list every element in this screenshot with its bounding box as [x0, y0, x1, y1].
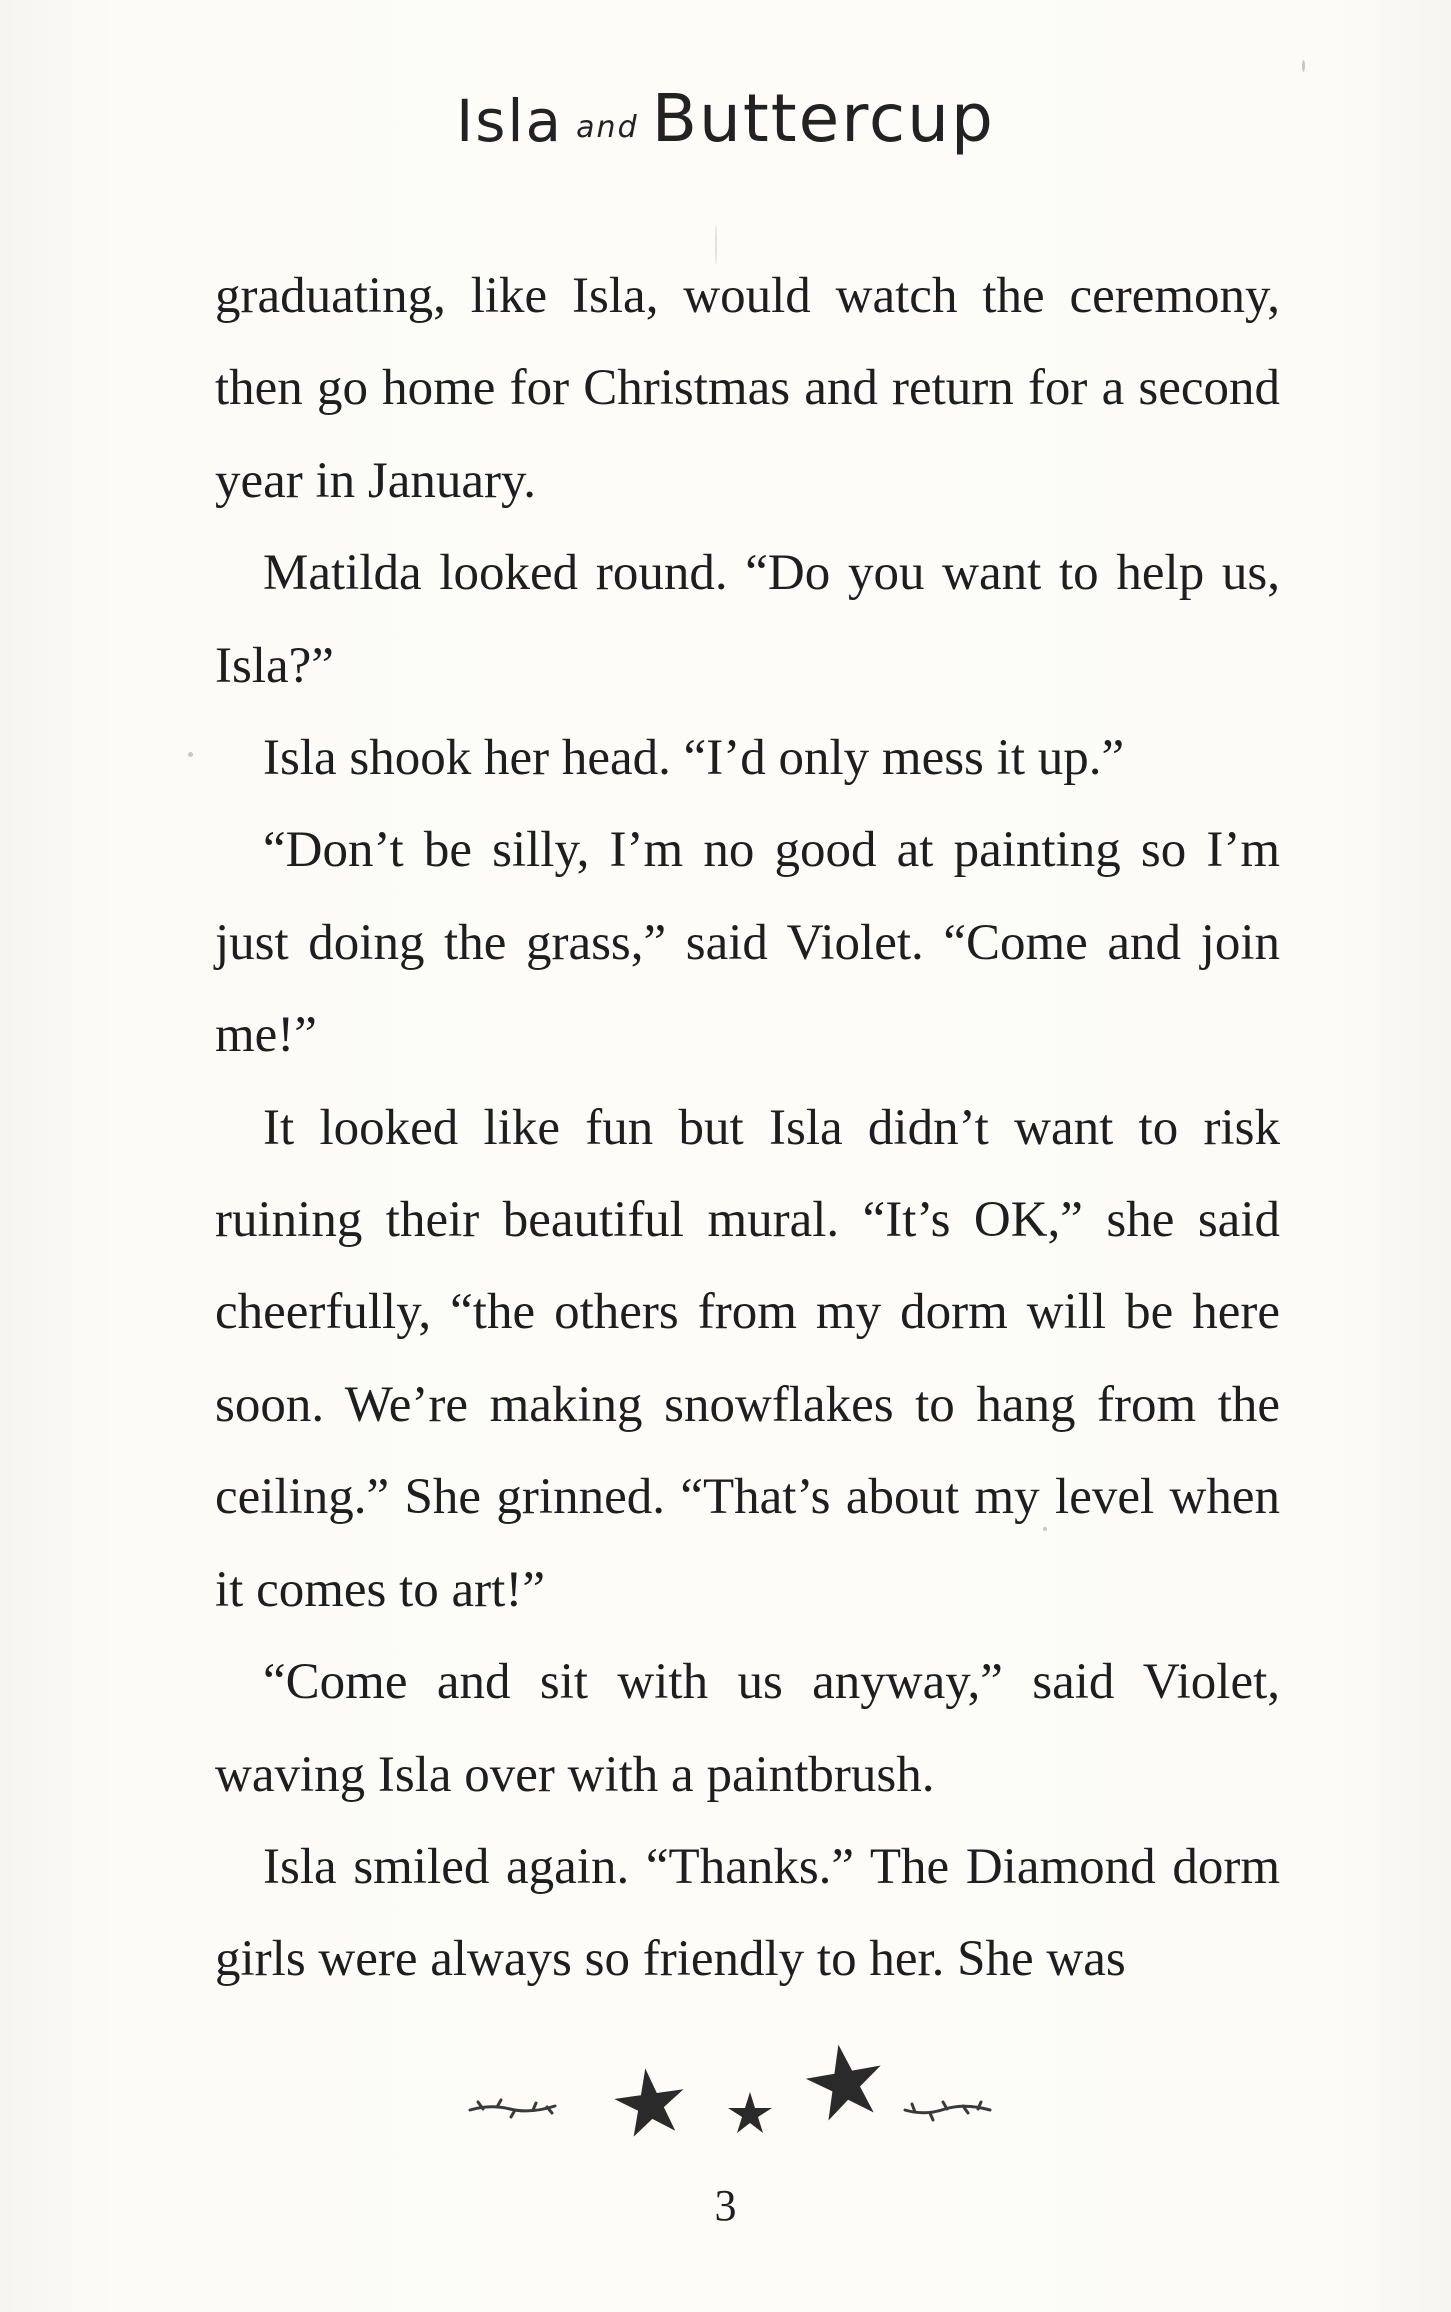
paper-speck — [188, 752, 193, 757]
paragraph: “Don’t be silly, I’m no good at painting so I’m just doing the grass,” said Violet. “Come and join me!” — [215, 822, 1280, 1064]
ornament-stars — [611, 2038, 889, 2139]
page-number: 3 — [714, 2181, 737, 2230]
running-head-and: and — [576, 110, 639, 145]
running-head-word-1: Isla — [456, 87, 564, 155]
running-head — [0, 80, 1451, 157]
paper-speck — [1302, 60, 1305, 72]
stars-and-vines-icon — [445, 2030, 1015, 2140]
paragraph: Isla smiled again. “Thanks.” The Diamond dorm girls were always so friendly to her. She was — [215, 1838, 1280, 1988]
paragraph: It looked like fun but Isla didn’t want to risk ruining their beautiful mural. “It’s OK,” she said cheerfully, “the others from my dorm will be here soon. We’re making snowflakes to hang from the ceiling.” She grinned. “That’s about my level when it comes to art!” — [215, 1099, 1280, 1618]
paragraph: Matilda looked round. “Do you want to help us, Isla?” — [215, 545, 1280, 694]
running-head-word-2: Buttercup — [651, 80, 995, 157]
paragraph: “Come and sit with us anyway,” said Violet, waving Isla over with a paintbrush. — [215, 1654, 1280, 1803]
paragraph: Isla shook her head. “I’d only mess it up.” — [263, 730, 1125, 787]
body-text — [215, 250, 1280, 2006]
paragraph: graduating, like Isla, would watch the ceremony, then go home for Christmas and return for a second year in January. — [215, 268, 1280, 509]
